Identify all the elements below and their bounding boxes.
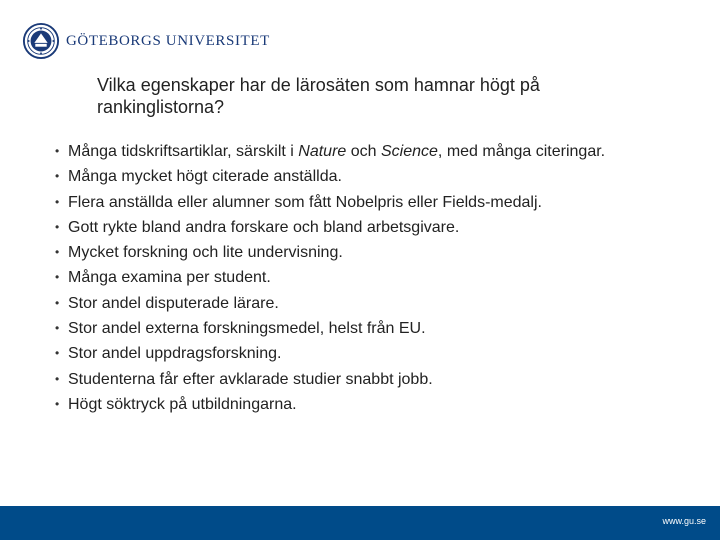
bullet-text: • Många tidskriftsartiklar, särskilt i Nature och Science, med många citeringar. [68, 143, 606, 160]
bullet-text: • Många mycket högt citerade anställda. [68, 168, 342, 186]
university-seal-icon [22, 22, 60, 60]
logo-text: GÖTEBORGS UNIVERSITET [66, 32, 270, 49]
bullet-item [55, 392, 665, 417]
bullet-item [55, 316, 665, 341]
bullet-item [55, 367, 665, 392]
bullet-text: • Stor andel uppdragsforskning. [68, 345, 282, 363]
bullet-item [55, 341, 665, 366]
bullet-item [55, 215, 665, 240]
bullet-item [55, 139, 665, 164]
bullet-item [55, 291, 665, 316]
bullet-text: • Studenterna får efter avklarade studier snabbt jobb. [68, 370, 433, 388]
bullet-list [55, 139, 665, 417]
bullet-text: • Mycket forskning och lite undervisning. [68, 244, 343, 262]
bullet-item [55, 164, 665, 189]
bullet-text: • Stor andel disputerade lärare. [68, 294, 279, 312]
bullet-item [55, 265, 665, 290]
footer-bar [0, 506, 720, 540]
bullet-text: • Flera anställda eller alumner som fått Nobelpris eller Fields-medalj. [68, 193, 542, 211]
bullet-text: • Gott rykte bland andra forskare och bland arbetsgivare. [68, 218, 460, 236]
bullet-text: • Högt söktryck på utbildningarna. [68, 395, 297, 413]
university-logo [22, 22, 270, 60]
bullet-text: • Stor andel externa forskningsmedel, helst från EU. [68, 320, 426, 338]
bullet-item [55, 240, 665, 265]
bullet-text: • Många examina per student. [68, 269, 271, 287]
bullet-item [55, 190, 665, 215]
slide-title: Vilka egenskaper har de lärosäten som hamnar högt på rankinglistorna? [97, 75, 540, 117]
footer-url-link[interactable]: www.gu.se [662, 516, 706, 526]
